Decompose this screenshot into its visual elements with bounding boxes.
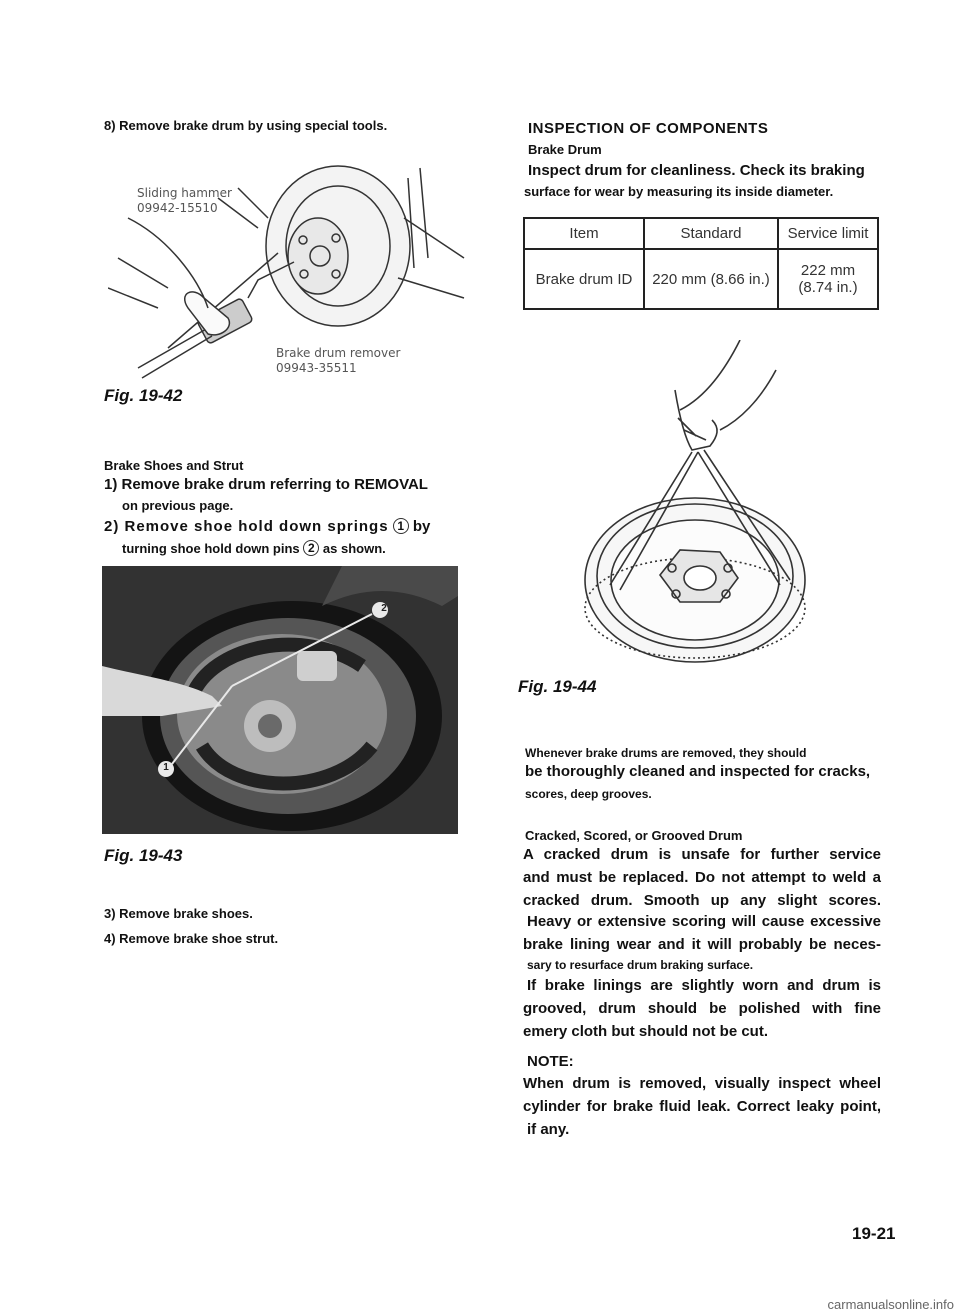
step-1-line-2: on previous page. (122, 498, 234, 513)
section-title-brake-shoes: Brake Shoes and Strut (104, 458, 244, 473)
label-brake-drum-remover: Brake drum remover (276, 346, 401, 360)
watermark-footer: carmanualsonline.info (822, 1295, 960, 1314)
para2-line-9: emery cloth but should not be cut. (523, 1023, 769, 1040)
step-2-text-a: 2) Remove shoe hold down springs (104, 518, 389, 535)
callout-1-icon: 1 (393, 518, 409, 534)
spec-table (523, 217, 879, 310)
step-3: 3) Remove brake shoes. (104, 906, 253, 921)
figure-caption-19-43: Fig. 19-43 (104, 846, 183, 865)
note-line-2: cylinder for brake fluid leak. Correct leaky point, (523, 1098, 881, 1115)
table-header-item: Item (524, 218, 644, 249)
table-row (524, 249, 878, 309)
para1-line-3: scores, deep grooves. (525, 787, 652, 801)
step-2-text-b: by (412, 518, 431, 535)
table-header-standard: Standard (644, 218, 778, 249)
figure-caption-19-44: Fig. 19-44 (518, 677, 597, 696)
callout-2-icon: 2 (303, 540, 319, 556)
intro-line-1: Inspect drum for cleanliness. Check its braking (528, 162, 865, 179)
label-sliding-hammer-part: 09942-15510 (137, 201, 218, 215)
table-cell-item: Brake drum ID (524, 249, 644, 309)
step-2-line-1 (104, 518, 460, 535)
figure-caption-19-42: Fig. 19-42 (104, 386, 183, 405)
para2-line-6: sary to resurface drum braking surface. (527, 958, 754, 972)
para2-line-7: If brake linings are slightly worn and drum is (527, 977, 881, 994)
para1-line-1: Whenever brake drums are removed, they should (525, 746, 807, 760)
step-8: 8) Remove brake drum by using special tools. (104, 118, 388, 133)
para1-line-2: be thoroughly cleaned and inspected for cracks, (525, 763, 871, 780)
step-2-line-2 (122, 540, 386, 556)
note-line-1: When drum is removed, visually inspect wheel (523, 1075, 881, 1092)
note-line-3: if any. (527, 1121, 570, 1138)
page-number: 19-21 (852, 1224, 896, 1243)
para2-line-8: grooved, drum should be polished with fine (523, 1000, 881, 1017)
table-header-service-limit: Service limit (778, 218, 878, 249)
para2-line-4: Heavy or extensive scoring will cause excessive (527, 913, 881, 930)
photo-callout-2: 2 (381, 603, 387, 614)
label-brake-drum-remover-part: 09943-35511 (276, 361, 357, 375)
crack-section-title: Cracked, Scored, or Grooved Drum (525, 828, 743, 843)
table-header-row (524, 218, 878, 249)
figure-19-44-illustration (580, 340, 820, 668)
table-cell-standard: 220 mm (8.66 in.) (644, 249, 778, 309)
para2-line-1: A cracked drum is unsafe for further service (523, 846, 881, 863)
table-cell-service-limit: 222 mm (8.74 in.) (778, 249, 878, 309)
para2-line-3: cracked drum. Smooth up any slight scores. (523, 892, 881, 909)
intro-line-2: surface for wear by measuring its inside diameter. (524, 184, 834, 199)
para2-line-5: brake lining wear and it will probably be neces- (523, 936, 881, 953)
step-4: 4) Remove brake shoe strut. (104, 931, 279, 946)
subheading-brake-drum: Brake Drum (528, 142, 602, 157)
step-1-line-1: 1) Remove brake drum referring to REMOVAL (104, 476, 428, 493)
photo-callout-1: 1 (163, 762, 169, 773)
note-title: NOTE: (527, 1053, 574, 1070)
label-sliding-hammer: Sliding hammer (137, 186, 232, 200)
para2-line-2: and must be replaced. Do not attempt to weld a (523, 869, 881, 886)
figure-19-43-photo (102, 566, 458, 834)
heading-inspection: INSPECTION OF COMPONENTS (528, 120, 769, 137)
step-2-text-d: as shown. (322, 541, 386, 556)
step-2-text-c: turning shoe hold down pins (122, 541, 300, 556)
